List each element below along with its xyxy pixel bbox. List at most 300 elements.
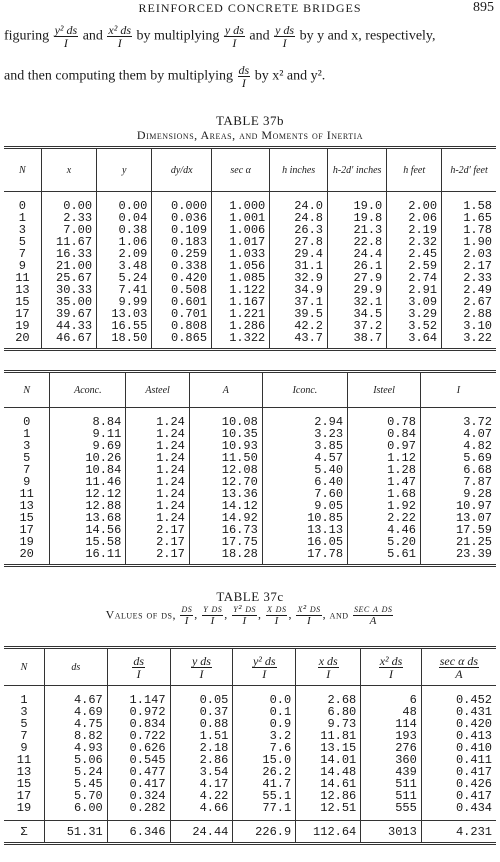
column-header: h-2d′ inches: [328, 148, 387, 192]
table-cell: 1.28: [348, 464, 421, 476]
table-cell: 0.452: [421, 686, 496, 707]
fraction: $\frac{\text{sec α ds}}{A}$: [439, 653, 479, 681]
table-cell: 276: [361, 742, 422, 754]
table-cell: 0.036: [152, 212, 212, 224]
table-cell: 0.78: [348, 408, 421, 429]
table-cell: 8.84: [50, 408, 126, 429]
table-cell: 0.972: [107, 706, 170, 718]
table-cell: 5.20: [348, 536, 421, 548]
separator: ,: [258, 607, 266, 622]
table-cell: 11.46: [50, 476, 126, 488]
table-cell: 9: [20, 741, 28, 755]
table-cell: 21.3: [328, 224, 387, 236]
table-cell: 32.1: [328, 296, 387, 308]
table-cell: 3.72: [420, 408, 496, 429]
table-cell: 19.8: [328, 212, 387, 224]
table-cell: 3: [20, 705, 28, 719]
table-cell: 8.82: [44, 730, 107, 742]
fraction: $\frac{ds}{I}$: [133, 653, 144, 681]
table-cell: 3.54: [170, 766, 233, 778]
table-cell: 2.18: [170, 742, 233, 754]
table-cell: 1.24: [126, 408, 190, 429]
table-cell: 1.06: [97, 236, 152, 248]
table-cell: 14.01: [296, 754, 361, 766]
table-cell: 15: [16, 777, 32, 791]
table-cell: 0.722: [107, 730, 170, 742]
table-cell: 0.0: [233, 686, 296, 707]
fraction: $\frac{ds}{I}$: [181, 603, 193, 627]
table-cell: 0.1: [233, 706, 296, 718]
column-header: y: [97, 148, 152, 192]
table-cell: 23.39: [420, 548, 496, 566]
table-cell: 2.59: [387, 260, 442, 272]
table-cell: 114: [361, 718, 422, 730]
table-cell: 1.000: [212, 192, 270, 213]
table-cell: 3.2: [233, 730, 296, 742]
table-cell: 2.86: [170, 754, 233, 766]
table-cell: 2.06: [387, 212, 442, 224]
table-cell: 37.2: [328, 320, 387, 332]
table-cell: 1.65: [442, 212, 496, 224]
table-cell: 10.84: [50, 464, 126, 476]
text-span: by multiplying: [136, 28, 220, 44]
table-row: [4, 192, 496, 213]
table-cell: 0.00: [41, 192, 96, 213]
column-header: Aconc.: [50, 372, 126, 408]
table-cell: 10.08: [189, 408, 262, 429]
sum-cell: 3013: [361, 821, 422, 844]
table-cell: 13.03: [97, 308, 152, 320]
table-cell: 16.05: [262, 536, 347, 548]
sum-row: [4, 821, 496, 844]
table-cell: 0.05: [170, 686, 233, 707]
table-cell: 2.33: [442, 272, 496, 284]
column-header: Asteel: [126, 372, 190, 408]
table-cell: 19: [15, 319, 30, 333]
table-cell: 193: [361, 730, 422, 742]
table-cell: 2.33: [41, 212, 96, 224]
text-span: and: [82, 28, 103, 44]
table-cell: 9.11: [50, 428, 126, 440]
column-header: h-2d′ feet: [442, 148, 496, 192]
table-cell: 0.109: [152, 224, 212, 236]
fraction: $\frac{\text{x² ds}}{I}$: [108, 23, 132, 50]
table-cell: 11: [16, 753, 32, 767]
column-header: [170, 648, 233, 686]
sum-symbol: Σ: [4, 821, 44, 844]
table-row: [4, 686, 496, 707]
table-cell: 4.69: [44, 706, 107, 718]
table-cell: 1.24: [126, 512, 190, 524]
column-header: N: [4, 648, 44, 686]
sum-cell: 24.44: [170, 821, 233, 844]
table-cell: 26.3: [270, 224, 328, 236]
table-cell: 13.68: [50, 512, 126, 524]
table-cell: 0.000: [152, 192, 212, 213]
table-cell: 0.477: [107, 766, 170, 778]
table-cell: 0.183: [152, 236, 212, 248]
table-cell: 20: [4, 548, 50, 566]
table-cell: 0.00: [97, 192, 152, 213]
table-cell: 0.417: [107, 778, 170, 790]
table-cell: 4.82: [420, 440, 496, 452]
table-cell: 1.001: [212, 212, 270, 224]
table-37b-caption: Dimensions, Areas, and Moments of Inertia: [136, 128, 364, 142]
table-cell: 1.322: [212, 332, 270, 350]
table-cell: 1: [18, 211, 26, 225]
table-cell: 14.61: [296, 778, 361, 790]
table-cell: 1.24: [126, 452, 190, 464]
table-cell: 0.413: [421, 730, 496, 742]
table-cell: 1.147: [107, 686, 170, 707]
table-cell: 1.24: [126, 500, 190, 512]
table-cell: 17: [19, 523, 34, 537]
table-cell: 2.45: [387, 248, 442, 260]
table-cell: 48: [361, 706, 422, 718]
table-cell: 30.33: [41, 284, 96, 296]
column-header: ds: [44, 648, 107, 686]
table-cell: 7.87: [420, 476, 496, 488]
table-cell: 3.22: [442, 332, 496, 350]
fraction: $\frac{\text{y ds}}{I}$: [275, 23, 295, 50]
table-cell: 5.61: [348, 548, 421, 566]
intro-line-2: [4, 64, 496, 89]
table-cell: 1.78: [442, 224, 496, 236]
text-span: by x² and y².: [254, 68, 326, 84]
table-cell: 46.67: [41, 332, 96, 350]
table-cell: 1.24: [126, 464, 190, 476]
table-cell: 14.48: [296, 766, 361, 778]
table-cell: 9.28: [420, 488, 496, 500]
table-cell: 13: [15, 283, 30, 297]
table-cell: 4.17: [170, 778, 233, 790]
table-cell: 12.51: [296, 802, 361, 821]
fraction: $\frac{\text{y² ds}}{I}$: [252, 653, 276, 681]
table-cell: 11: [19, 487, 34, 501]
table-cell: 20: [4, 332, 41, 350]
table-cell: 1.24: [126, 440, 190, 452]
table-cell: 5: [23, 451, 31, 465]
table-cell: 41.7: [233, 778, 296, 790]
table-37c-values: [4, 646, 496, 845]
table-cell: 22.8: [328, 236, 387, 248]
table-cell: 10.85: [262, 512, 347, 524]
table-cell: 9: [18, 259, 26, 273]
table-cell: 12.08: [189, 464, 262, 476]
table-cell: 6.00: [44, 802, 107, 821]
table-cell: 10.35: [189, 428, 262, 440]
table-cell: 34.9: [270, 284, 328, 296]
table-cell: 12.70: [189, 476, 262, 488]
table-cell: 1.24: [126, 488, 190, 500]
table-cell: 0.338: [152, 260, 212, 272]
caption-text: Values of ds,: [105, 607, 176, 622]
table-cell: 39.67: [41, 308, 96, 320]
table-37b-areas: [4, 370, 496, 567]
table-cell: 0.834: [107, 718, 170, 730]
table-cell: 0.701: [152, 308, 212, 320]
table-cell: 9.99: [97, 296, 152, 308]
table-cell: 14.92: [189, 512, 262, 524]
column-header: dy/dx: [152, 148, 212, 192]
text-span: figuring: [4, 28, 50, 44]
table-cell: 1.006: [212, 224, 270, 236]
table-cell: 39.5: [270, 308, 328, 320]
table-cell: 0.417: [421, 766, 496, 778]
table-37b-label: TABLE 37b: [215, 113, 285, 128]
table-cell: 31.1: [270, 260, 328, 272]
table-cell: 1.68: [348, 488, 421, 500]
table-cell: 3.29: [387, 308, 442, 320]
intro-line-1: [4, 24, 496, 49]
table-cell: 1.90: [442, 236, 496, 248]
table-row: [4, 332, 496, 350]
table-cell: 2.00: [387, 192, 442, 213]
separator: ,: [194, 607, 202, 622]
table-cell: 0.545: [107, 754, 170, 766]
table-cell: 5: [20, 717, 28, 731]
table-cell: 0.37: [170, 706, 233, 718]
table-cell: 2.19: [387, 224, 442, 236]
fraction: $\frac{\text{y² ds}}{I}$: [54, 23, 78, 50]
table-cell: 32.9: [270, 272, 328, 284]
table-cell: 2.32: [387, 236, 442, 248]
table-cell: 4.93: [44, 742, 107, 754]
table-cell: 5.24: [97, 272, 152, 284]
table-cell: 6.40: [262, 476, 347, 488]
fraction: $\frac{\text{x ds}}{I}$: [318, 653, 338, 681]
table-cell: 1.122: [212, 284, 270, 296]
table-cell: 18.50: [97, 332, 152, 350]
table-37c-caption: [0, 604, 500, 627]
table-cell: 16.73: [189, 524, 262, 536]
column-header: [421, 648, 496, 686]
table-cell: 25.67: [41, 272, 96, 284]
column-header: h feet: [387, 148, 442, 192]
table-cell: 14.56: [50, 524, 126, 536]
table-cell: 2.09: [97, 248, 152, 260]
fraction: $\frac{\text{y ds}}{I}$: [203, 603, 223, 627]
table-cell: 2.49: [442, 284, 496, 296]
table-cell: 37.1: [270, 296, 328, 308]
table-cell: 0.259: [152, 248, 212, 260]
table-cell: 4.66: [170, 802, 233, 821]
table-row: [4, 548, 496, 566]
table-cell: 2.88: [442, 308, 496, 320]
table-cell: 10.93: [189, 440, 262, 452]
table-cell: 3.64: [387, 332, 442, 350]
table-cell: 1.47: [348, 476, 421, 488]
table-cell: 7.41: [97, 284, 152, 296]
table-cell: 29.9: [328, 284, 387, 296]
sum-cell: 51.31: [44, 821, 107, 844]
table-cell: 2.94: [262, 408, 347, 429]
table-cell: 13: [16, 765, 32, 779]
table-cell: 43.7: [270, 332, 328, 350]
table-cell: 0: [23, 415, 31, 429]
table-cell: 15.0: [233, 754, 296, 766]
table-cell: 0.84: [348, 428, 421, 440]
table-cell: 16.33: [41, 248, 96, 260]
table-cell: 24.8: [270, 212, 328, 224]
column-header: [361, 648, 422, 686]
table-cell: 2.91: [387, 284, 442, 296]
table-cell: 511: [361, 790, 422, 802]
table-cell: 6: [361, 686, 422, 707]
table-cell: 5.24: [44, 766, 107, 778]
table-cell: 11.67: [41, 236, 96, 248]
table-cell: 7.00: [41, 224, 96, 236]
table-cell: 18.28: [189, 548, 262, 566]
table-cell: 16.55: [97, 320, 152, 332]
table-cell: 5.06: [44, 754, 107, 766]
table-cell: 9.73: [296, 718, 361, 730]
table-cell: 0.04: [97, 212, 152, 224]
table-cell: 0.410: [421, 742, 496, 754]
table-cell: 1.92: [348, 500, 421, 512]
table-row: [4, 408, 496, 429]
table-cell: 24.4: [328, 248, 387, 260]
table-cell: 0.426: [421, 778, 496, 790]
table-cell: 4.46: [348, 524, 421, 536]
column-header: [233, 648, 296, 686]
table-cell: 0.282: [107, 802, 170, 821]
column-header: x: [41, 148, 96, 192]
table-cell: 0.324: [107, 790, 170, 802]
table-cell: 26.2: [233, 766, 296, 778]
table-cell: 9: [23, 475, 31, 489]
column-header: I: [420, 372, 496, 408]
table-cell: 2.17: [126, 524, 190, 536]
table-cell: 4.07: [420, 428, 496, 440]
column-header: [107, 648, 170, 686]
table-cell: 3: [18, 223, 26, 237]
table-cell: 511: [361, 778, 422, 790]
table-cell: 13.36: [189, 488, 262, 500]
running-title: REINFORCED CONCRETE BRIDGES: [138, 1, 362, 15]
table-cell: 13: [19, 499, 34, 513]
column-header: N: [4, 148, 41, 192]
table-cell: 7.60: [262, 488, 347, 500]
column-header: [296, 648, 361, 686]
table-cell: 15.58: [50, 536, 126, 548]
table-cell: 0.88: [170, 718, 233, 730]
table-cell: 4.67: [44, 686, 107, 707]
text-span: by y and x, respectively,: [299, 28, 436, 44]
page-number: 895: [473, 0, 494, 15]
table-cell: 26.1: [328, 260, 387, 272]
table-cell: 19: [19, 535, 34, 549]
table-cell: 2.68: [296, 686, 361, 707]
table-cell: 42.2: [270, 320, 328, 332]
table-cell: 0.865: [152, 332, 212, 350]
fraction: $\frac{\text{x ds}}{I}$: [267, 603, 287, 627]
table-cell: 2.17: [126, 536, 190, 548]
table-cell: 0: [18, 199, 26, 213]
table-cell: 5: [18, 235, 26, 249]
table-cell: 0.434: [421, 802, 496, 821]
table-cell: 1.24: [126, 428, 190, 440]
table-cell: 4.22: [170, 790, 233, 802]
table-cell: 7.6: [233, 742, 296, 754]
table-cell: 17: [16, 789, 32, 803]
table-cell: 17.59: [420, 524, 496, 536]
table-cell: 14.12: [189, 500, 262, 512]
sum-cell: 6.346: [107, 821, 170, 844]
table-cell: 11.50: [189, 452, 262, 464]
table-cell: 7: [23, 463, 31, 477]
table-cell: 3.85: [262, 440, 347, 452]
table-cell: 360: [361, 754, 422, 766]
table-cell: 1.221: [212, 308, 270, 320]
table-cell: 16.11: [50, 548, 126, 566]
fraction: $\frac{\text{sec α ds}}{A}$: [354, 603, 393, 627]
separator: ,: [224, 607, 232, 622]
table-cell: 1.017: [212, 236, 270, 248]
table-cell: 1.286: [212, 320, 270, 332]
sum-cell: 112.64: [296, 821, 361, 844]
fraction: $\frac{\text{y ds}}{I}$: [191, 653, 211, 681]
column-header: sec α: [212, 148, 270, 192]
table-cell: 15: [19, 511, 34, 525]
text-span: and then computing them by multiplying: [4, 68, 234, 84]
sum-cell: 226.9: [233, 821, 296, 844]
table-cell: 1.12: [348, 452, 421, 464]
table-cell: 9.69: [50, 440, 126, 452]
table-cell: 1.085: [212, 272, 270, 284]
table-cell: 0.420: [421, 718, 496, 730]
table-cell: 0.808: [152, 320, 212, 332]
caption-text: and: [329, 607, 349, 622]
table-cell: 0.417: [421, 790, 496, 802]
table-cell: 1.056: [212, 260, 270, 272]
running-header: [0, 0, 500, 20]
column-header: N: [4, 372, 50, 408]
table-cell: 1: [23, 427, 31, 441]
table-cell: 0.411: [421, 754, 496, 766]
table-cell: 2.67: [442, 296, 496, 308]
table-cell: 7: [18, 247, 26, 261]
table-cell: 27.9: [328, 272, 387, 284]
table-cell: 55.1: [233, 790, 296, 802]
table-cell: 3.52: [387, 320, 442, 332]
table-cell: 4.75: [44, 718, 107, 730]
table-cell: 12.88: [50, 500, 126, 512]
table-cell: 35.00: [41, 296, 96, 308]
table-cell: 24.0: [270, 192, 328, 213]
table-cell: 2.03: [442, 248, 496, 260]
column-header: A: [189, 372, 262, 408]
table-cell: 17.78: [262, 548, 347, 566]
table-cell: 21.00: [41, 260, 96, 272]
separator: ,: [288, 607, 296, 622]
fraction: $\frac{\text{y² ds}}{I}$: [233, 603, 257, 627]
table-cell: 27.8: [270, 236, 328, 248]
table-cell: 6.68: [420, 464, 496, 476]
table-cell: 9.05: [262, 500, 347, 512]
table-cell: 0.601: [152, 296, 212, 308]
table-cell: 5.69: [420, 452, 496, 464]
table-cell: 3: [23, 439, 31, 453]
table-cell: 7: [20, 729, 28, 743]
table-cell: 3.10: [442, 320, 496, 332]
table-cell: 34.5: [328, 308, 387, 320]
table-cell: 12.12: [50, 488, 126, 500]
column-header: Isteel: [348, 372, 421, 408]
table-cell: 21.25: [420, 536, 496, 548]
table-cell: 1.033: [212, 248, 270, 260]
table-cell: 0.97: [348, 440, 421, 452]
